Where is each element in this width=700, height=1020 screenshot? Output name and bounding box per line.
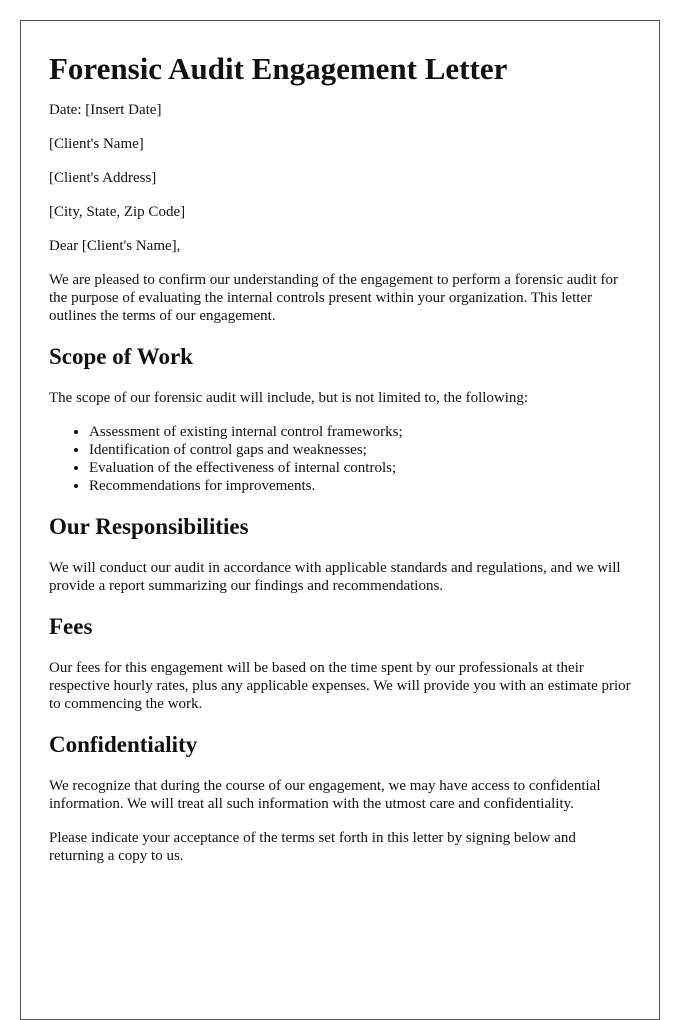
letter-title: Forensic Audit Engagement Letter xyxy=(49,51,508,86)
client-address: [Client's Address] xyxy=(49,170,157,186)
scope-list-item: • Identification of control gaps and weaknesses; xyxy=(89,441,631,459)
letter-document xyxy=(20,20,660,1020)
confidentiality-paragraph: We recognize that during the course of our engagement, we may have access to confidential information. We will treat all such information with the utmost care and confidentiality. xyxy=(49,778,601,812)
intro-paragraph: We are pleased to confirm our understanding of the engagement to perform a forensic audit for the purpose of evaluating the internal controls present within your organization. This letter outlines the terms of our engagement. xyxy=(49,272,618,324)
scope-list-item: • Evaluation of the effectiveness of internal controls; xyxy=(89,459,631,477)
scope-heading: Scope of Work xyxy=(49,344,193,369)
date-line: Date: [Insert Date] xyxy=(49,102,162,118)
responsibilities-paragraph: We will conduct our audit in accordance with applicable standards and regulations, and we will provide a report summarizing our findings and recommendations. xyxy=(49,560,621,594)
scope-list-item: • Recommendations for improvements. xyxy=(89,477,631,495)
scope-list xyxy=(49,423,631,495)
confidentiality-heading: Confidentiality xyxy=(49,732,198,757)
acceptance-paragraph: Please indicate your acceptance of the terms set forth in this letter by signing below and returning a copy to us. xyxy=(49,830,576,864)
scope-lead: The scope of our forensic audit will include, but is not limited to, the following: xyxy=(49,390,529,406)
fees-paragraph: Our fees for this engagement will be based on the time spent by our professionals at their respective hourly rates, plus any applicable expenses. We will provide you with an estimate prior to commencing the work. xyxy=(49,660,631,712)
salutation: Dear [Client's Name], xyxy=(49,238,181,254)
responsibilities-heading: Our Responsibilities xyxy=(49,514,249,539)
fees-heading: Fees xyxy=(49,614,93,639)
scope-list-item: • Assessment of existing internal control frameworks; xyxy=(89,423,631,441)
city-state-zip: [City, State, Zip Code] xyxy=(49,204,186,220)
client-name: [Client's Name] xyxy=(49,136,144,152)
